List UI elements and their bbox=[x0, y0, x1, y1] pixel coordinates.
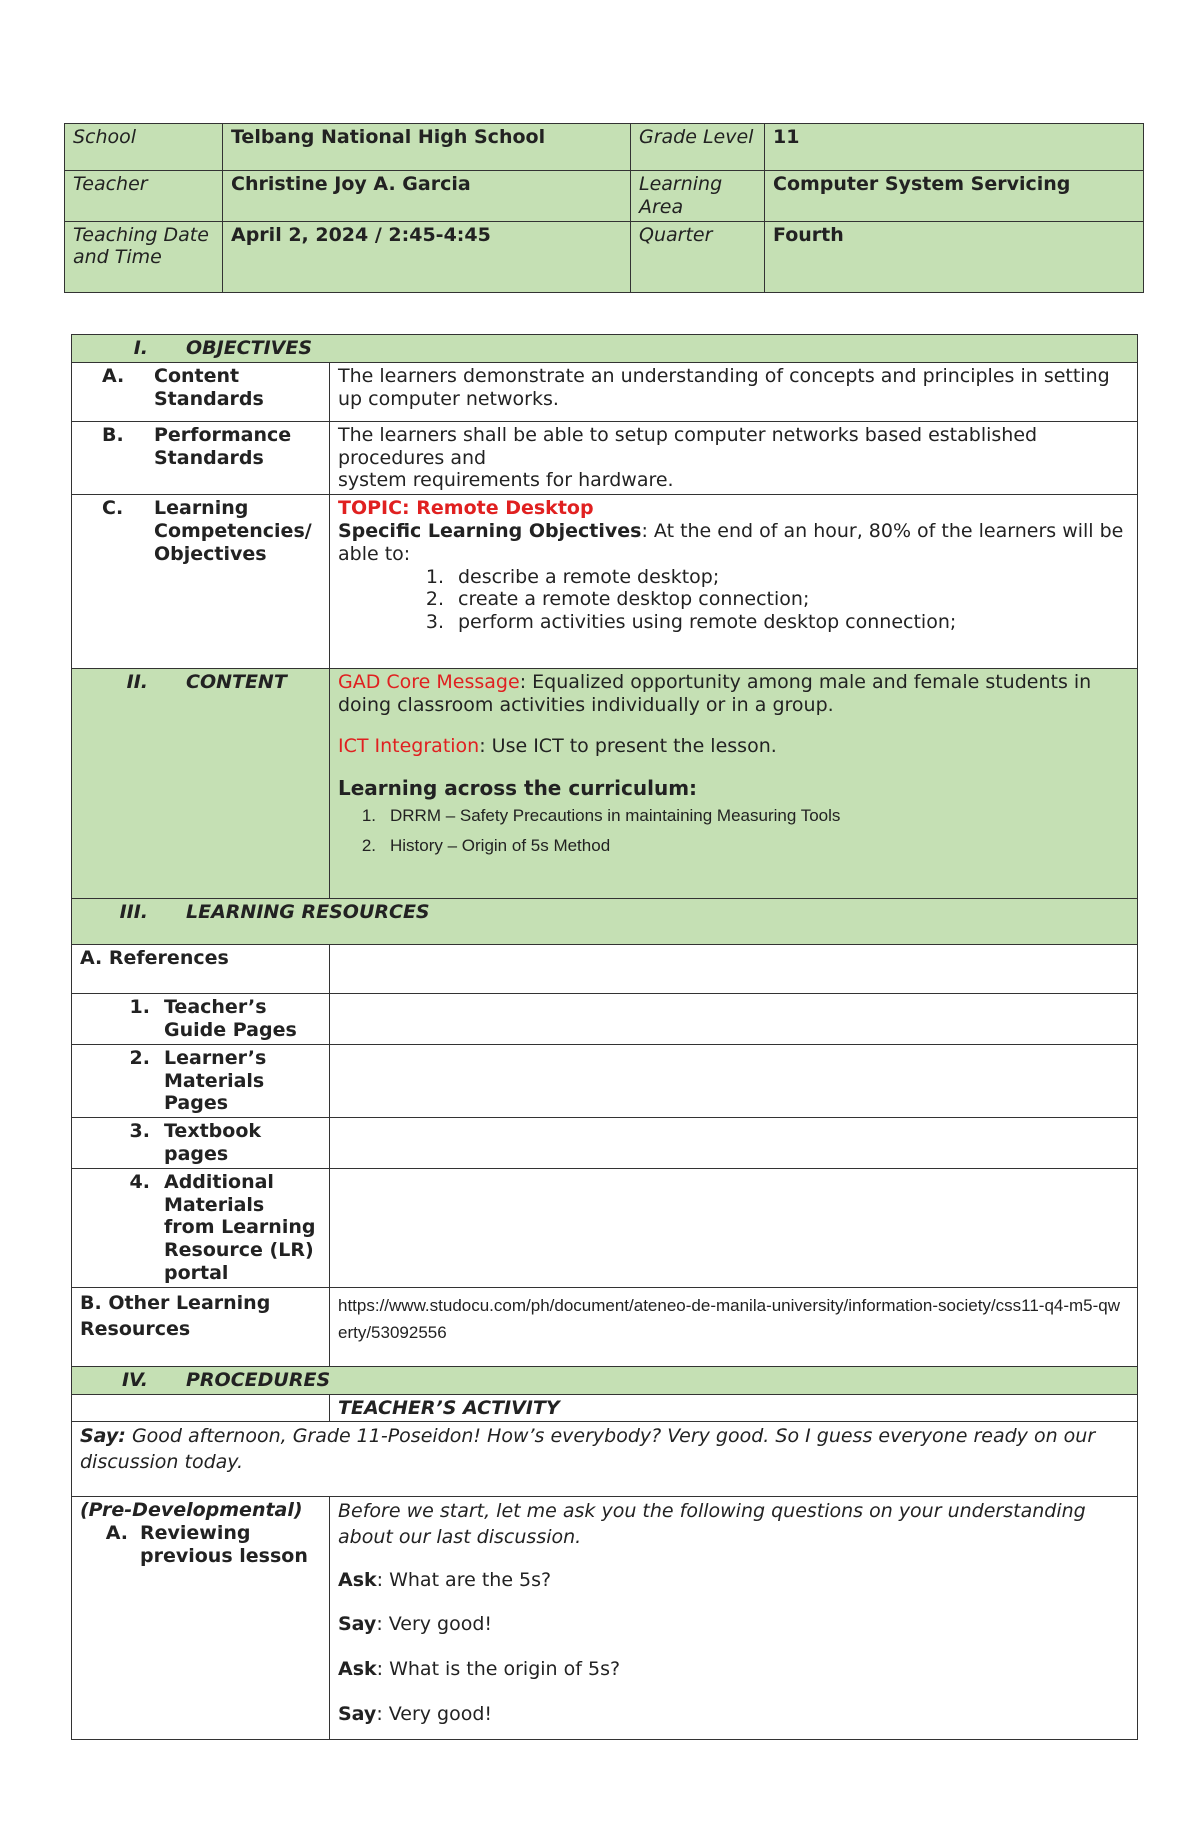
competencies-text: TOPIC: Remote Desktop Specific Learning Objectives: At the end of an hour, 80% of the learners will be able to: 1. describe a remote desktop; 2. create a remote desktop connection; 3. perform activities using remote desktop connection; bbox=[330, 495, 1138, 669]
teacher-activity-header: TEACHER’S ACTIVITY bbox=[330, 1394, 1138, 1422]
performance-standards-text: The learners shall be able to setup computer networks based established procedures and system requirements for hardware. bbox=[330, 421, 1138, 494]
gad-label: GAD Core Message bbox=[338, 671, 520, 694]
objectives-list bbox=[338, 566, 1129, 634]
school-label: School bbox=[65, 124, 223, 171]
content-text: GAD Core Message: Equalized opportunity among male and female students in doing classroom activities individually or in a group. ICT Integration: Use ICT to present the lesson. Learning across the curriculum: 1. DRRM – Safety Precautions in maintaining Measuring Tools 2. History – Origin of 5s Method bbox=[330, 669, 1138, 899]
content-header: II. CONTENT bbox=[72, 669, 330, 899]
greeting-text: Say: Good afternoon, Grade 11-Poseidon! How’s everybody? Very good. So I guess everyone ready on our discussion today. bbox=[72, 1422, 1138, 1497]
textbook-value bbox=[330, 1118, 1138, 1169]
references-label: A. References bbox=[72, 945, 330, 994]
competencies-label: C. Learning Competencies/ Objectives bbox=[72, 495, 330, 669]
blank-cell bbox=[72, 1394, 330, 1422]
review-text: Before we start, let me ask you the following questions on your understanding about our last discussion. Ask: What are the 5s? Say: Very good! Ask: What is the origin of 5s? Say: Very good! bbox=[330, 1497, 1138, 1740]
date-label: Teaching Date and Time bbox=[65, 221, 223, 292]
content-standards-label: A. Content Standards bbox=[72, 362, 330, 421]
grade-value: 11 bbox=[765, 124, 1144, 171]
teacher-value: Christine Joy A. Garcia bbox=[223, 171, 631, 222]
content-standards-text: The learners demonstrate an understanding of concepts and principles in setting up computer networks. bbox=[330, 362, 1138, 421]
list-item: 2. create a remote desktop connection; bbox=[425, 588, 810, 611]
date-value: April 2, 2024 / 2:45-4:45 bbox=[223, 221, 631, 292]
quarter-value: Fourth bbox=[765, 221, 1144, 292]
quarter-label: Quarter bbox=[631, 221, 765, 292]
lesson-plan-table bbox=[71, 334, 1138, 1740]
objectives-header: I. OBJECTIVES bbox=[72, 335, 1138, 363]
area-label: Learning Area bbox=[631, 171, 765, 222]
topic-title: TOPIC: Remote Desktop bbox=[338, 497, 594, 520]
lac-title: Learning across the curriculum: bbox=[338, 775, 698, 800]
teachers-guide-label: 1. Teacher’s Guide Pages bbox=[72, 994, 330, 1045]
references-value bbox=[330, 945, 1138, 994]
procedures-header: IV. PROCEDURES bbox=[72, 1366, 1138, 1394]
header-table bbox=[64, 123, 1144, 293]
list-item: 2. History – Origin of 5s Method bbox=[361, 835, 611, 855]
list-item: 3. perform activities using remote desktop connection; bbox=[425, 611, 957, 634]
teachers-guide-value bbox=[330, 994, 1138, 1045]
list-item: 1. DRRM – Safety Precautions in maintaining Measuring Tools bbox=[361, 805, 841, 825]
specific-objectives-label: Specific Learning Objectives bbox=[338, 519, 642, 542]
area-value: Computer System Servicing bbox=[765, 171, 1144, 222]
review-label: (Pre-Developmental) A. Reviewing previous lesson bbox=[72, 1497, 330, 1740]
additional-materials-value bbox=[330, 1168, 1138, 1287]
resources-header: III. LEARNING RESOURCES bbox=[72, 899, 1138, 945]
additional-materials-label: 4. Additional Materials from Learning Resource (LR) portal bbox=[72, 1168, 330, 1287]
ict-label: ICT Integration bbox=[338, 734, 480, 757]
other-resources-link[interactable]: https://www.studocu.com/ph/document/ateneo-de-manila-university/information-society/css11-q4-m5-qwerty/53092556 bbox=[330, 1287, 1138, 1366]
teacher-label: Teacher bbox=[65, 171, 223, 222]
list-item: 1. describe a remote desktop; bbox=[425, 565, 720, 588]
textbook-label: 3. Textbook pages bbox=[72, 1118, 330, 1169]
performance-standards-label: B. Performance Standards bbox=[72, 421, 330, 494]
learners-materials-value bbox=[330, 1044, 1138, 1117]
learners-materials-label: 2. Learner’s Materials Pages bbox=[72, 1044, 330, 1117]
other-resources-label: B. Other Learning Resources bbox=[72, 1287, 330, 1366]
lac-list bbox=[338, 806, 1129, 857]
school-value: Telbang National High School bbox=[223, 124, 631, 171]
grade-label: Grade Level bbox=[631, 124, 765, 171]
